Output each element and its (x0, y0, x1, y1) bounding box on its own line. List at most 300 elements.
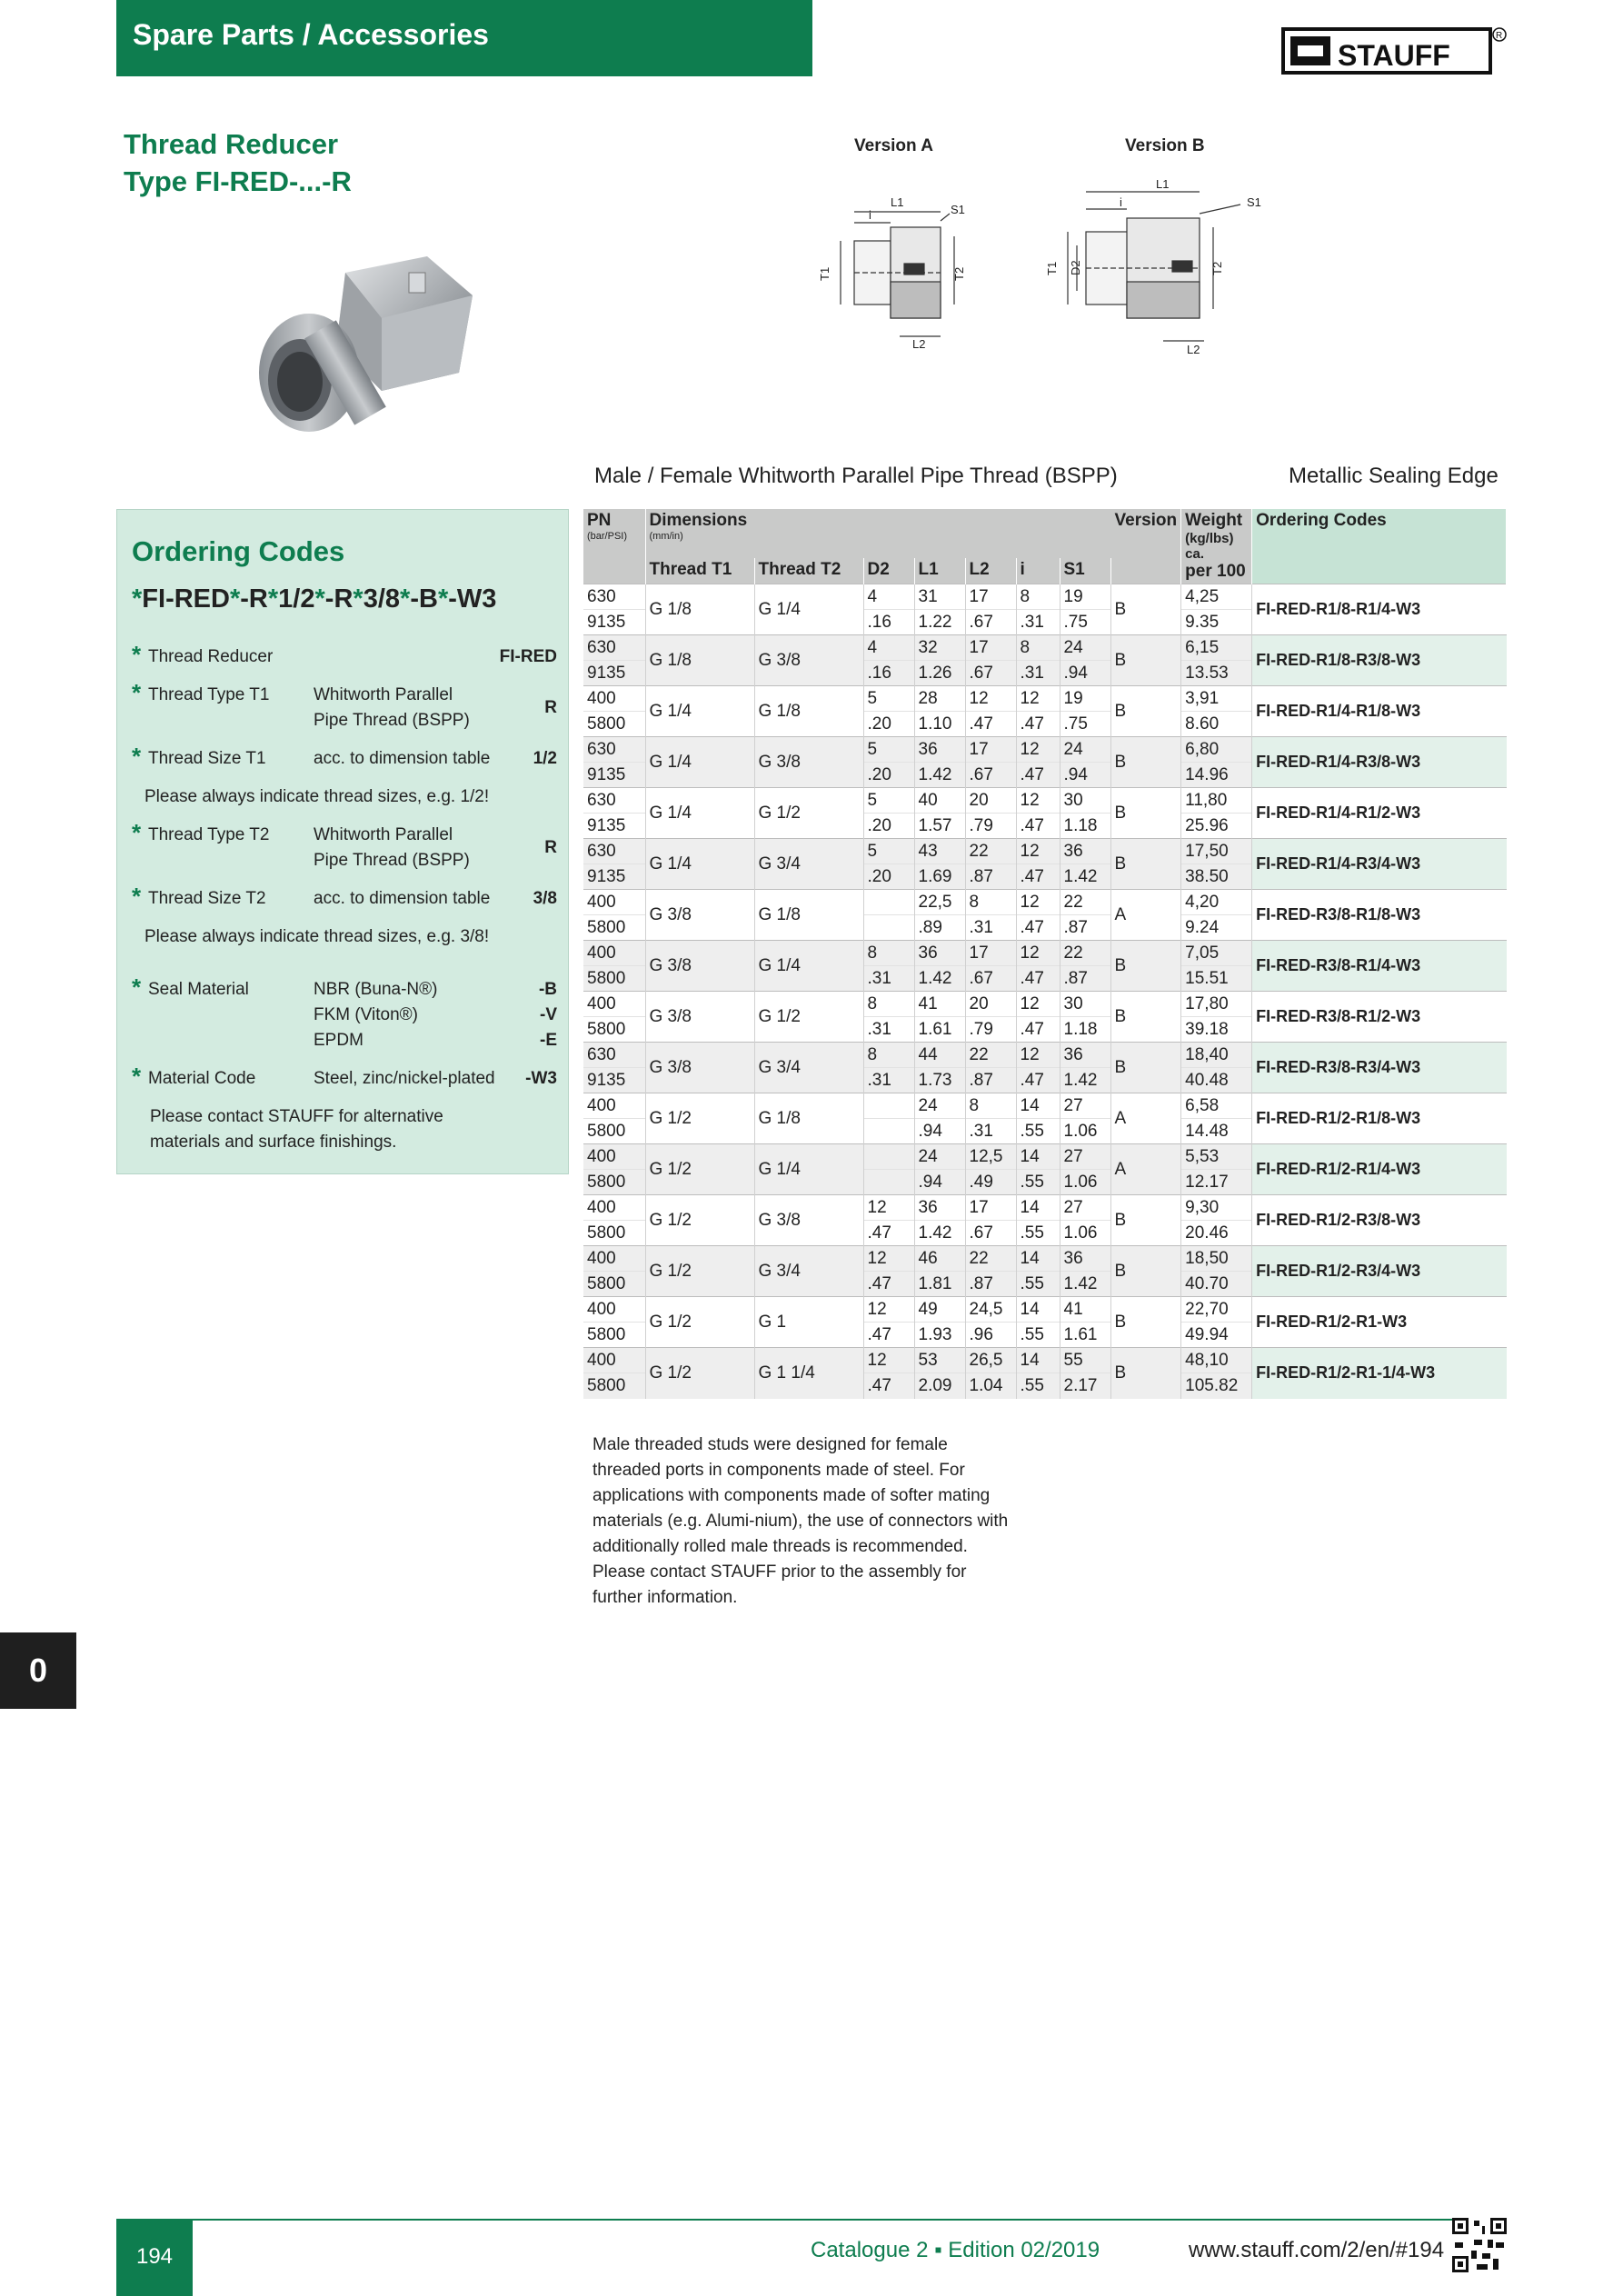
cell-pn-bar: 400 (583, 686, 645, 712)
dim-t1-a: T1 (818, 266, 831, 281)
cell-l2-mm: 24,5 (965, 1297, 1016, 1323)
cell-weight-kg: 48,10 (1181, 1348, 1252, 1373)
ordering-note-t2: Please always indicate thread sizes, e.g. 3/8! (144, 927, 490, 946)
cell-l1-in: 1.42 (914, 763, 965, 788)
cell-s1-in: .87 (1060, 915, 1110, 941)
cell-s1-in: 1.18 (1060, 1017, 1110, 1043)
cell-l1-in: .94 (914, 1170, 965, 1195)
cell-i-in: .47 (1016, 763, 1060, 788)
table-row (583, 737, 1507, 763)
cell-d2-mm (863, 1093, 914, 1119)
cell-l2-in: .79 (965, 1017, 1016, 1043)
cell-l2-in: .31 (965, 1119, 1016, 1144)
cell-d2-mm: 5 (863, 788, 914, 814)
cell-version: B (1110, 992, 1181, 1043)
cell-weight-kg: 5,53 (1181, 1144, 1252, 1170)
cell-s1-in: 1.06 (1060, 1119, 1110, 1144)
cell-l1-mm: 46 (914, 1246, 965, 1272)
cell-ordering-code: FI-RED-R1/4-R1/8-W3 (1252, 686, 1507, 737)
qr-code-icon (1452, 2218, 1507, 2272)
cell-thread-t2: G 1/8 (754, 890, 863, 941)
cell-version: B (1110, 941, 1181, 992)
cell-s1-mm: 19 (1060, 686, 1110, 712)
header-weight: Weight (kg/lbs) ca. per 100 (1181, 509, 1252, 584)
cell-ordering-code: FI-RED-R3/8-R1/4-W3 (1252, 941, 1507, 992)
cell-pn-bar: 400 (583, 1246, 645, 1272)
cell-l2-mm: 22 (965, 839, 1016, 864)
cell-weight-kg: 7,05 (1181, 941, 1252, 966)
header-thread-t1: Thread T1 (645, 558, 754, 584)
cell-l1-mm: 44 (914, 1043, 965, 1068)
cell-i-mm: 12 (1016, 941, 1060, 966)
cell-pn-bar: 400 (583, 941, 645, 966)
thread-subtitle: Male / Female Whitworth Parallel Pipe Thread (BSPP) (594, 464, 1118, 488)
cell-s1-mm: 36 (1060, 839, 1110, 864)
table-row (583, 635, 1507, 661)
cell-i-mm: 12 (1016, 890, 1060, 915)
cell-pn-bar: 400 (583, 1348, 645, 1373)
cell-version: B (1110, 1297, 1181, 1348)
cell-thread-t1: G 1/4 (645, 839, 754, 890)
header-version: Version (1110, 509, 1181, 584)
cell-s1-in: 1.42 (1060, 1068, 1110, 1093)
table-row (583, 992, 1507, 1017)
cell-i-mm: 14 (1016, 1093, 1060, 1119)
ordering-note-materials: Please contact STAUFF for alternative materials and surface finishings. (150, 1107, 443, 1152)
cell-l2-in: .67 (965, 661, 1016, 686)
cell-i-in: .55 (1016, 1221, 1060, 1246)
cell-pn-psi: 5800 (583, 1373, 645, 1399)
cell-pn-psi: 5800 (583, 1323, 645, 1348)
dim-t2-a: T2 (952, 266, 966, 281)
cell-l2-mm: 17 (965, 941, 1016, 966)
cell-thread-t2: G 1/4 (754, 1144, 863, 1195)
cell-d2-in: .20 (863, 864, 914, 890)
cell-s1-in: 1.06 (1060, 1221, 1110, 1246)
cell-ordering-code: FI-RED-R1/4-R3/8-W3 (1252, 737, 1507, 788)
cell-l2-mm: 8 (965, 890, 1016, 915)
cell-weight-kg: 9,30 (1181, 1195, 1252, 1221)
cell-weight-lbs: 20.46 (1181, 1221, 1252, 1246)
cell-pn-bar: 400 (583, 1195, 645, 1221)
ordering-title: Ordering Codes (132, 535, 345, 567)
cell-thread-t1: G 1/4 (645, 737, 754, 788)
cell-i-in: .55 (1016, 1119, 1060, 1144)
cell-version: B (1110, 635, 1181, 686)
table-row (583, 584, 1507, 610)
product-title-line1: Thread Reducer (124, 128, 339, 160)
cell-pn-psi: 9135 (583, 814, 645, 839)
cell-i-in: .55 (1016, 1323, 1060, 1348)
cell-thread-t1: G 1/2 (645, 1195, 754, 1246)
cell-pn-psi: 5800 (583, 1017, 645, 1043)
cell-s1-in: 1.18 (1060, 814, 1110, 839)
cell-i-in: .47 (1016, 864, 1060, 890)
cell-thread-t2: G 1/4 (754, 584, 863, 635)
cell-l1-mm: 36 (914, 941, 965, 966)
cell-thread-t2: G 3/4 (754, 1043, 863, 1093)
catalogue-edition: Catalogue 2 ▪ Edition 02/2019 (811, 2238, 1100, 2262)
cell-version: B (1110, 737, 1181, 788)
cell-weight-kg: 6,15 (1181, 635, 1252, 661)
cell-d2-mm: 12 (863, 1246, 914, 1272)
cell-weight-lbs: 25.96 (1181, 814, 1252, 839)
cell-i-mm: 14 (1016, 1246, 1060, 1272)
cell-d2-mm: 4 (863, 584, 914, 610)
cell-thread-t2: G 3/8 (754, 737, 863, 788)
cell-d2-in: .20 (863, 712, 914, 737)
cell-pn-bar: 400 (583, 1297, 645, 1323)
cell-ordering-code: FI-RED-R1/2-R1/4-W3 (1252, 1144, 1507, 1195)
cell-s1-mm: 24 (1060, 635, 1110, 661)
cell-pn-bar: 400 (583, 992, 645, 1017)
cell-ordering-code: FI-RED-R1/2-R3/4-W3 (1252, 1246, 1507, 1297)
cell-i-in: .55 (1016, 1272, 1060, 1297)
cell-thread-t1: G 1/8 (645, 584, 754, 635)
cell-pn-psi: 5800 (583, 1170, 645, 1195)
cell-d2-in: .20 (863, 763, 914, 788)
cell-ordering-code: FI-RED-R1/2-R1-W3 (1252, 1297, 1507, 1348)
cell-i-in: .55 (1016, 1373, 1060, 1399)
cell-thread-t1: G 1/4 (645, 686, 754, 737)
cell-i-mm: 14 (1016, 1297, 1060, 1323)
cell-l2-mm: 17 (965, 1195, 1016, 1221)
ordering-row-thread-type-t1: * Thread Type T1 Whitworth Parallel Pipe Thread (BSPP) R (132, 679, 557, 730)
table-row (583, 1093, 1507, 1119)
cell-weight-lbs: 9.24 (1181, 915, 1252, 941)
cell-l2-in: .67 (965, 966, 1016, 992)
dim-i-a: i (869, 208, 871, 222)
cell-weight-kg: 4,25 (1181, 584, 1252, 610)
cell-i-in: .47 (1016, 966, 1060, 992)
cell-version: B (1110, 584, 1181, 635)
cell-ordering-code: FI-RED-R1/4-R3/4-W3 (1252, 839, 1507, 890)
logo-text: STAUFF (1338, 39, 1450, 72)
header-ordering-codes: Ordering Codes (1252, 509, 1507, 584)
cell-s1-in: .75 (1060, 712, 1110, 737)
cell-version: B (1110, 839, 1181, 890)
cell-d2-mm: 12 (863, 1348, 914, 1373)
cell-thread-t2: G 1/8 (754, 1093, 863, 1144)
cell-l1-in: 1.26 (914, 661, 965, 686)
cell-l2-mm: 12 (965, 686, 1016, 712)
cell-d2-mm (863, 890, 914, 915)
cell-pn-psi: 9135 (583, 763, 645, 788)
cell-version: B (1110, 1043, 1181, 1093)
cell-s1-in: 1.61 (1060, 1323, 1110, 1348)
cell-pn-psi: 5800 (583, 966, 645, 992)
cell-i-mm: 14 (1016, 1195, 1060, 1221)
cell-version: A (1110, 1144, 1181, 1195)
cell-i-mm: 8 (1016, 635, 1060, 661)
table-row (583, 1297, 1507, 1323)
svg-text:R: R (1496, 31, 1503, 41)
header-i: i (1016, 558, 1060, 584)
cell-thread-t1: G 3/8 (645, 890, 754, 941)
cell-thread-t2: G 1/4 (754, 941, 863, 992)
product-title (124, 125, 352, 200)
cell-thread-t1: G 1/8 (645, 635, 754, 686)
table-row (583, 788, 1507, 814)
table-row (583, 1144, 1507, 1170)
cell-weight-lbs: 40.70 (1181, 1272, 1252, 1297)
dim-s1-b: S1 (1247, 195, 1261, 209)
cell-s1-mm: 36 (1060, 1246, 1110, 1272)
cell-thread-t1: G 1/2 (645, 1348, 754, 1399)
cell-ordering-code: FI-RED-R1/2-R1-1/4-W3 (1252, 1348, 1507, 1399)
cell-i-mm: 12 (1016, 737, 1060, 763)
dim-s1-a: S1 (951, 203, 965, 216)
cell-d2-in (863, 1119, 914, 1144)
cell-pn-psi: 9135 (583, 610, 645, 635)
cell-pn-bar: 630 (583, 839, 645, 864)
cell-s1-mm: 27 (1060, 1144, 1110, 1170)
header-l1: L1 (914, 558, 965, 584)
cell-i-mm: 12 (1016, 839, 1060, 864)
cell-s1-mm: 41 (1060, 1297, 1110, 1323)
cell-i-in: .31 (1016, 610, 1060, 635)
cell-l2-in: .31 (965, 915, 1016, 941)
cell-pn-bar: 630 (583, 584, 645, 610)
cell-l1-in: .89 (914, 915, 965, 941)
cell-l2-in: .49 (965, 1170, 1016, 1195)
cell-l1-mm: 36 (914, 737, 965, 763)
cell-i-mm: 12 (1016, 992, 1060, 1017)
cell-weight-lbs: 105.82 (1181, 1373, 1252, 1399)
dim-d2-b: D2 (1069, 260, 1082, 275)
cell-thread-t2: G 3/4 (754, 1246, 863, 1297)
cell-l1-in: 1.42 (914, 1221, 965, 1246)
cell-version: A (1110, 890, 1181, 941)
header-pn-blank (583, 558, 645, 584)
cell-thread-t2: G 1 1/4 (754, 1348, 863, 1399)
cell-weight-kg: 22,70 (1181, 1297, 1252, 1323)
cell-weight-lbs: 39.18 (1181, 1017, 1252, 1043)
cell-d2-mm: 8 (863, 941, 914, 966)
cell-weight-kg: 4,20 (1181, 890, 1252, 915)
cell-i-mm: 12 (1016, 1043, 1060, 1068)
cell-pn-psi: 5800 (583, 1272, 645, 1297)
cell-l2-mm: 17 (965, 584, 1016, 610)
cell-d2-in: .31 (863, 1068, 914, 1093)
cell-s1-in: 2.17 (1060, 1373, 1110, 1399)
footer-divider (116, 2219, 1507, 2221)
cell-l2-mm: 8 (965, 1093, 1016, 1119)
cell-weight-kg: 3,91 (1181, 686, 1252, 712)
cell-ordering-code: FI-RED-R1/4-R1/2-W3 (1252, 788, 1507, 839)
cell-weight-lbs: 38.50 (1181, 864, 1252, 890)
cell-d2-in (863, 1170, 914, 1195)
table-row (583, 1043, 1507, 1068)
cell-pn-bar: 400 (583, 1144, 645, 1170)
cell-thread-t1: G 1/2 (645, 1144, 754, 1195)
cell-d2-in: .31 (863, 966, 914, 992)
cell-l1-mm: 28 (914, 686, 965, 712)
cell-s1-mm: 55 (1060, 1348, 1110, 1373)
cell-pn-psi: 9135 (583, 1068, 645, 1093)
cell-weight-kg: 17,80 (1181, 992, 1252, 1017)
cell-thread-t1: G 1/2 (645, 1246, 754, 1297)
cell-s1-mm: 24 (1060, 737, 1110, 763)
cell-i-mm: 8 (1016, 584, 1060, 610)
cell-l2-mm: 12,5 (965, 1144, 1016, 1170)
cell-l1-in: 2.09 (914, 1373, 965, 1399)
cell-ordering-code: FI-RED-R3/8-R1/8-W3 (1252, 890, 1507, 941)
cell-l1-in: 1.93 (914, 1323, 965, 1348)
cell-d2-mm: 5 (863, 737, 914, 763)
ordering-note-t1: Please always indicate thread sizes, e.g. 1/2! (144, 787, 490, 806)
footnote: Male threaded studs were designed for female threaded ports in components made of steel. For applications with components made of softer mating materials (e.g. Alumi-nium), the use of connectors with additionally rolled male threads is recommended. Please contact STAUFF prior to the assembly for further information. (592, 1435, 1009, 1607)
cell-thread-t1: G 1/4 (645, 788, 754, 839)
chapter-tab: 0 (0, 1632, 76, 1709)
cell-l2-mm: 22 (965, 1246, 1016, 1272)
cell-s1-mm: 27 (1060, 1195, 1110, 1221)
cell-weight-lbs: 9.35 (1181, 610, 1252, 635)
cell-s1-in: .75 (1060, 610, 1110, 635)
product-title-line2: Type FI-RED-...-R (124, 165, 352, 197)
dim-t2-b: T2 (1210, 261, 1224, 275)
cell-s1-mm: 22 (1060, 941, 1110, 966)
cell-l1-in: 1.42 (914, 966, 965, 992)
ordering-row-seal-material: * Seal Material NBR (Buna-N®) FKM (Viton®) EPDM -B -V -E (132, 973, 557, 1050)
page-url[interactable]: www.stauff.com/2/en/#194 (1189, 2238, 1445, 2262)
cell-d2-mm: 8 (863, 992, 914, 1017)
dimension-table (583, 509, 1507, 1399)
cell-weight-lbs: 13.53 (1181, 661, 1252, 686)
cell-l2-mm: 17 (965, 635, 1016, 661)
cell-i-mm: 14 (1016, 1348, 1060, 1373)
cell-i-mm: 14 (1016, 1144, 1060, 1170)
product-photo (245, 245, 491, 454)
cell-d2-in: .47 (863, 1221, 914, 1246)
cell-ordering-code: FI-RED-R1/8-R1/4-W3 (1252, 584, 1507, 635)
cell-l1-in: 1.61 (914, 1017, 965, 1043)
cell-weight-kg: 18,40 (1181, 1043, 1252, 1068)
cell-pn-psi: 9135 (583, 864, 645, 890)
cell-l1-mm: 24 (914, 1093, 965, 1119)
cell-s1-in: 1.42 (1060, 1272, 1110, 1297)
cell-weight-kg: 6,58 (1181, 1093, 1252, 1119)
page-number: 194 (116, 2221, 193, 2296)
cell-i-mm: 12 (1016, 788, 1060, 814)
cell-thread-t2: G 3/8 (754, 1195, 863, 1246)
cell-l2-in: .47 (965, 712, 1016, 737)
version-b-label: Version B (1125, 136, 1205, 155)
cell-s1-in: .94 (1060, 763, 1110, 788)
cell-s1-in: .87 (1060, 966, 1110, 992)
cell-weight-lbs: 14.96 (1181, 763, 1252, 788)
cell-l2-in: .87 (965, 1068, 1016, 1093)
cell-ordering-code: FI-RED-R3/8-R3/4-W3 (1252, 1043, 1507, 1093)
cell-pn-bar: 630 (583, 788, 645, 814)
header-l2: L2 (965, 558, 1016, 584)
dimension-table-body (583, 584, 1507, 1399)
table-row (583, 686, 1507, 712)
cell-pn-psi: 5800 (583, 1119, 645, 1144)
cell-pn-psi: 5800 (583, 915, 645, 941)
cell-l2-in: .67 (965, 763, 1016, 788)
cell-thread-t2: G 1/2 (754, 788, 863, 839)
dim-l1-b: L1 (1156, 177, 1170, 191)
cell-pn-bar: 630 (583, 635, 645, 661)
cell-l2-mm: 20 (965, 788, 1016, 814)
cell-i-in: .47 (1016, 814, 1060, 839)
cell-d2-in (863, 915, 914, 941)
cell-i-in: .47 (1016, 1017, 1060, 1043)
cell-s1-mm: 19 (1060, 584, 1110, 610)
dim-l1-a: L1 (891, 195, 904, 209)
cell-l1-in: 1.22 (914, 610, 965, 635)
cell-l2-mm: 26,5 (965, 1348, 1016, 1373)
cell-l1-mm: 40 (914, 788, 965, 814)
ordering-row-thread-type-t2: * Thread Type T2 Whitworth Parallel Pipe Thread (BSPP) R (132, 819, 557, 870)
cell-weight-lbs: 40.48 (1181, 1068, 1252, 1093)
version-a-label: Version A (854, 136, 933, 155)
cell-d2-mm: 8 (863, 1043, 914, 1068)
cell-d2-in: .16 (863, 661, 914, 686)
dim-l2-b: L2 (1187, 343, 1200, 356)
cell-l1-mm: 36 (914, 1195, 965, 1221)
table-row (583, 1348, 1507, 1373)
cell-d2-mm: 12 (863, 1297, 914, 1323)
cell-i-in: .47 (1016, 1068, 1060, 1093)
cell-thread-t1: G 3/8 (645, 941, 754, 992)
cell-weight-kg: 6,80 (1181, 737, 1252, 763)
cell-l2-in: .96 (965, 1323, 1016, 1348)
cell-d2-in: .31 (863, 1017, 914, 1043)
cell-s1-in: .94 (1060, 661, 1110, 686)
cell-d2-mm: 5 (863, 839, 914, 864)
cell-d2-in: .47 (863, 1373, 914, 1399)
cell-weight-lbs: 8.60 (1181, 712, 1252, 737)
cell-d2-mm: 4 (863, 635, 914, 661)
section-title: Spare Parts / Accessories (133, 18, 489, 51)
cell-ordering-code: FI-RED-R1/2-R1/8-W3 (1252, 1093, 1507, 1144)
cell-s1-mm: 30 (1060, 992, 1110, 1017)
cell-d2-mm (863, 1144, 914, 1170)
cell-pn-psi: 5800 (583, 1221, 645, 1246)
ordering-codes-box: Ordering Codes *FI-RED*-R*1/2*-R*3/8*-B*-W3 * Thread Reducer FI-RED * Thread Type T1 Whitworth Parallel Pipe Thread (BSPP) R * Thread Size T1 acc. to dimension table 1/2 Please always indicate thread sizes, e.g. 1/2! * Thread Type T2 Whitworth Parallel Pipe Thread (BSPP) R * Thread Size T2 acc. to dimension table 3/8 Please always indicate thread sizes, e.g. 3/8! * Seal Material NBR (Buna-N®) FKM (Viton®) EPDM -B -V -E * Material Code Steel, zinc/nickel-plated -W3 Please contact STAUFF for alternative materials and surface finishings. (116, 509, 569, 1174)
cell-d2-in: .47 (863, 1323, 914, 1348)
cell-d2-in: .20 (863, 814, 914, 839)
sealing-subtitle: Metallic Sealing Edge (1289, 464, 1499, 488)
cell-weight-kg: 18,50 (1181, 1246, 1252, 1272)
cell-d2-mm: 5 (863, 686, 914, 712)
version-b-drawing (1036, 177, 1272, 359)
cell-weight-lbs: 49.94 (1181, 1323, 1252, 1348)
cell-thread-t1: G 3/8 (645, 1043, 754, 1093)
cell-l2-in: .79 (965, 814, 1016, 839)
cell-weight-lbs: 12.17 (1181, 1170, 1252, 1195)
cell-l1-mm: 41 (914, 992, 965, 1017)
cell-l2-in: .87 (965, 864, 1016, 890)
cell-i-in: .47 (1016, 915, 1060, 941)
cell-l2-in: .67 (965, 1221, 1016, 1246)
cell-l2-in: .87 (965, 1272, 1016, 1297)
cell-pn-psi: 5800 (583, 712, 645, 737)
cell-version: A (1110, 1093, 1181, 1144)
cell-l1-mm: 43 (914, 839, 965, 864)
cell-version: B (1110, 1246, 1181, 1297)
dim-t1-b: T1 (1045, 261, 1059, 275)
header-thread-t2: Thread T2 (754, 558, 863, 584)
cell-l1-mm: 49 (914, 1297, 965, 1323)
cell-version: B (1110, 686, 1181, 737)
table-row (583, 890, 1507, 915)
cell-i-in: .47 (1016, 712, 1060, 737)
cell-ordering-code: FI-RED-R1/2-R3/8-W3 (1252, 1195, 1507, 1246)
header-s1: S1 (1060, 558, 1110, 584)
